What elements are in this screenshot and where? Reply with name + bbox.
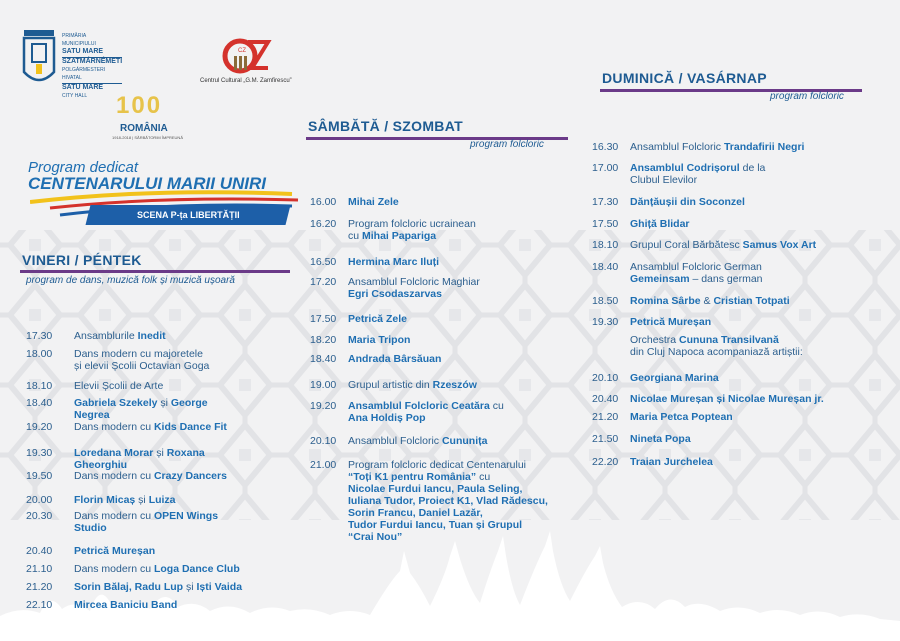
performer-name: Florin Micaș [74, 494, 136, 506]
performer-name: Sorin Francu, Daniel Lazăr, [348, 507, 483, 519]
time-label: 17.50 [310, 313, 337, 325]
performer-name: Egri Csodaszarvas [348, 288, 442, 300]
performer-name: Ansamblul Codrișorul [630, 162, 740, 174]
city-crest-icon [22, 28, 56, 90]
stage-label: SCENA P-ța LIBERTĂȚII [136, 210, 240, 220]
time-label: 22.10 [26, 599, 53, 611]
performer-name: Petrică Mureșan [630, 316, 712, 328]
time-label: 17.50 [592, 218, 619, 230]
event-text: și [157, 397, 171, 409]
event-text: Ansamblurile [74, 330, 138, 342]
city-line-1: PRIMĂRIA [62, 33, 87, 39]
time-label: 20.10 [310, 435, 337, 447]
performer-name: Tudor Furdui Iancu, Tuan și Grupul [348, 519, 523, 531]
performer-name: Iuliana Tudor, Proiect K1, Vlad Rădescu, [348, 495, 548, 507]
time-label: 18.50 [592, 295, 619, 307]
friday-underline [20, 270, 290, 273]
cultural-center-name: Centrul Cultural „G.M. Zamfirescu” [200, 78, 292, 84]
performer-name: Dănțăușii din Soconzel [630, 196, 745, 208]
time-label: 19.00 [310, 379, 337, 391]
event-text: Dans modern cu [74, 421, 154, 433]
event-text: Grupul Coral Bărbătesc [630, 239, 743, 251]
performer-name: Nineta Popa [630, 433, 691, 445]
event-text: și elevii Școlii Octavian Goga [74, 360, 210, 372]
event-text: și [135, 494, 149, 506]
cultural-center-emblem-icon [222, 38, 272, 76]
performer-name: Rzeszów [432, 379, 477, 391]
cultural-mark-text: CZ [238, 48, 246, 54]
time-label: 18.10 [26, 380, 53, 392]
city-line-2: MUNICIPIULUI [62, 41, 96, 47]
time-label: 18.00 [26, 348, 53, 360]
event-text: Dans modern cu [74, 470, 154, 482]
performer-name: Kids Dance Fit [153, 421, 227, 433]
time-label: 17.30 [592, 196, 619, 208]
performer-name: Trandafirii Negri [723, 141, 805, 153]
event-text: Elevii Școlii de Arte [74, 380, 164, 392]
sunday-subtitle: program folcloric [770, 91, 844, 102]
performer-name: “Crai Nou” [348, 531, 403, 543]
saturday-title: SÂMBĂTĂ / SZOMBAT [308, 118, 463, 134]
performer-name: Maria Petca Poptean [630, 411, 733, 423]
performer-name: Loga Dance Club [153, 563, 240, 575]
event-text: Program folcloric dedicat Centenarului [348, 459, 527, 471]
performer-name: Georgiana Marina [630, 372, 719, 384]
performer-name: Traian Jurchelea [630, 456, 713, 468]
time-label: 17.30 [26, 330, 53, 342]
centenar-logo [112, 92, 202, 147]
performer-name: Roxana [166, 447, 205, 459]
performer-name: Mihai Papariga [362, 230, 437, 242]
event-text: Dans modern cu [74, 563, 154, 575]
time-label: 18.20 [310, 334, 337, 346]
performer-name: Iști Vaida [196, 581, 243, 593]
time-label: 16.00 [310, 196, 337, 208]
performer-name: Crazy Dancers [153, 470, 227, 482]
performer-name: Studio [74, 522, 107, 534]
performer-name: Inedit [137, 330, 166, 342]
centenar-country: ROMÂNIA [120, 123, 168, 134]
city-line-3: SATU MARE [62, 48, 104, 55]
performer-name: Ghiță Blidar [630, 218, 690, 230]
event-text: și [183, 581, 197, 593]
event-text: cu [489, 400, 504, 412]
performer-name: Cununița [441, 435, 488, 447]
time-label: 18.10 [592, 239, 619, 251]
stage-banner [86, 205, 291, 225]
time-label: 18.40 [310, 353, 337, 365]
program-title-line2: CENTENARULUI MARII UNIRI [28, 174, 266, 193]
event-text: Orchestra [630, 334, 680, 346]
event-text: Ansamblul Folcloric German [630, 261, 762, 273]
performer-name: Petrică Zele [348, 313, 407, 325]
event-text: Ansamblul Folcloric [630, 141, 724, 153]
time-label: 19.20 [26, 421, 53, 433]
time-label: 21.20 [26, 581, 53, 593]
event-text: Ansamblul Folcloric [348, 435, 442, 447]
city-hall-logo [22, 28, 122, 98]
performer-name: Negrea [74, 409, 110, 421]
time-label: 17.20 [310, 276, 337, 288]
event-text: – dans german [689, 273, 763, 285]
time-label: 21.10 [26, 563, 53, 575]
performer-name: Andrada Bârsăuan [348, 353, 442, 365]
performer-name: Cristian Totpati [713, 295, 790, 307]
time-label: 17.00 [592, 162, 619, 174]
performer-name: Romina Sârbe [630, 295, 701, 307]
event-text: de la [739, 162, 766, 174]
time-label: 21.20 [592, 411, 619, 423]
event-text: Ansamblul Folcloric Maghiar [348, 276, 480, 288]
performer-name: Maria Tripon [348, 334, 411, 346]
performer-name: Nicolae Mureșan și Nicolae Mureșan jr. [630, 393, 824, 405]
performer-name: Gemeinsam [630, 273, 690, 285]
performer-name: Mircea Baniciu Band [74, 599, 178, 611]
performer-name: Ana Holdiș Pop [348, 412, 426, 424]
time-label: 22.20 [592, 456, 619, 468]
event-text: Grupul artistic din [348, 379, 433, 391]
performer-name: Sorin Bălaj, Radu Lup [74, 581, 184, 593]
time-label: 20.40 [592, 393, 619, 405]
event-text: Program folcloric ucrainean [348, 218, 476, 230]
time-label: 16.20 [310, 218, 337, 230]
time-label: 16.50 [310, 256, 337, 268]
event-text: Dans modern cu majoretele [74, 348, 203, 360]
event-text: Dans modern cu [74, 510, 154, 522]
time-label: 19.30 [26, 447, 53, 459]
friday-subtitle: program de dans, muzică folk și muzică ușoară [26, 275, 235, 286]
time-label: 18.40 [592, 261, 619, 273]
event-text: Clubul Elevilor [630, 174, 698, 186]
performer-name: Ansamblul Folcloric Ceatăra [348, 400, 490, 412]
program-title-line1: Program dedicat [28, 159, 139, 176]
performer-name: Mihai Zele [348, 196, 399, 208]
performer-name: “Toți K1 pentru România” [348, 471, 477, 483]
performer-name: OPEN Wings [153, 510, 219, 522]
event-text: cu [348, 230, 363, 242]
time-label: 21.50 [592, 433, 619, 445]
sunday-title: DUMINICĂ / VASÁRNAP [602, 70, 767, 86]
performer-name: Gabriela Szekely [74, 397, 158, 409]
time-label: 20.10 [592, 372, 619, 384]
performer-name: Samus Vox Art [742, 239, 817, 251]
centenar-year: 100 [116, 92, 163, 119]
city-line-6: SATU MARE [62, 83, 122, 92]
cultural-center-logo [200, 38, 310, 88]
time-label: 19.20 [310, 400, 337, 412]
time-label: 20.00 [26, 494, 53, 506]
event-text: & [700, 295, 714, 307]
city-line-7: CITY HALL [62, 93, 88, 99]
saturday-subtitle: program folcloric [470, 139, 544, 150]
performer-name: Hermina Marc Iluți [348, 256, 440, 268]
performer-name: Nicolae Furdui Iancu, Paula Seling, [348, 483, 523, 495]
performer-name: Loredana Morar [74, 447, 154, 459]
event-text: și [153, 447, 167, 459]
event-text: cu [476, 471, 491, 483]
centenar-tagline: 1918-2018 | SĂRBĂTORIM ÎMPREUNĂ [112, 135, 183, 140]
performer-name: Cununa Transilvană [679, 334, 779, 346]
city-line-4: SZATMÁRNÉMETI [62, 58, 123, 65]
performer-name: George [170, 397, 208, 409]
time-label: 20.30 [26, 510, 53, 522]
time-label: 19.30 [592, 316, 619, 328]
event-text: din Cluj Napoca acompaniază artiștii: [630, 346, 803, 358]
time-label: 21.00 [310, 459, 337, 471]
time-label: 19.50 [26, 470, 53, 482]
time-label: 18.40 [26, 397, 53, 409]
performer-name: Petrică Mureșan [74, 545, 156, 557]
performer-name: Luiza [148, 494, 176, 506]
time-label: 20.40 [26, 545, 53, 557]
time-label: 16.30 [592, 141, 619, 153]
friday-title: VINERI / PÉNTEK [22, 252, 142, 268]
performer-name: Gheorghiu [74, 459, 128, 471]
city-line-5: POLGÁRMESTERI HIVATAL [62, 67, 106, 81]
